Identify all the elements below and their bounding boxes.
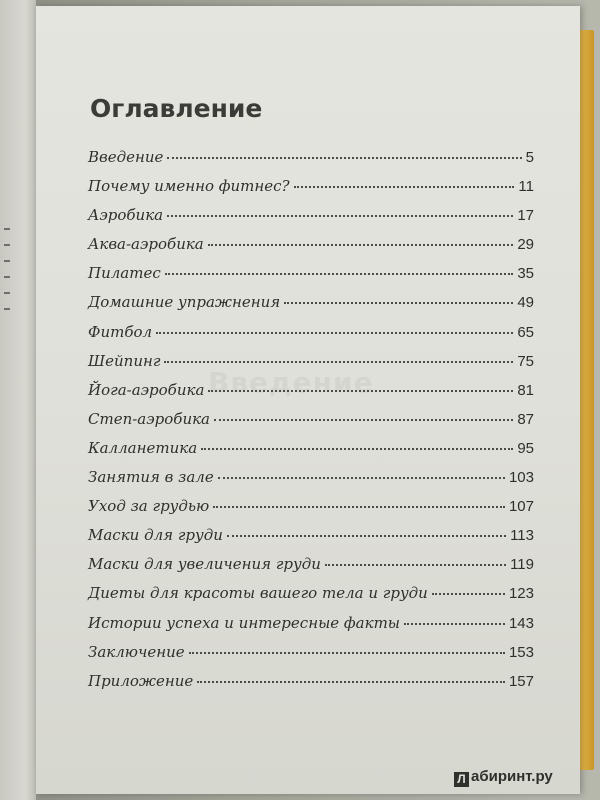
dot-leader [208, 390, 513, 392]
toc-entry [88, 177, 534, 206]
toc-entry [88, 584, 534, 613]
dot-leader [197, 681, 505, 683]
toc-entry [88, 352, 534, 381]
toc-entry-title: Уход за грудью [88, 497, 210, 516]
page-title: Оглавление [90, 94, 263, 123]
toc-entry [88, 293, 534, 322]
dot-leader [404, 623, 505, 625]
toc-entry-title: Домашние упражнения [88, 293, 281, 312]
dot-leader [294, 186, 515, 188]
toc-entry-page: 81 [517, 381, 534, 399]
dot-leader [164, 361, 513, 363]
dot-leader [214, 419, 513, 421]
toc-entry [88, 468, 534, 497]
toc-entry-page: 17 [517, 207, 534, 225]
dot-leader [167, 215, 513, 217]
toc-entry-page: 65 [517, 323, 534, 341]
dot-leader [165, 273, 514, 275]
toc-entry [88, 235, 534, 264]
toc-entry-page: 49 [517, 294, 534, 312]
toc-entry [88, 381, 534, 410]
toc-entry-title: Почему именно фитнес? [88, 177, 290, 196]
toc-entry [88, 614, 534, 643]
labirint-logo [454, 768, 553, 787]
toc-entry [88, 264, 534, 293]
toc-entry-page: 157 [508, 672, 534, 690]
toc-entry-title: Степ-аэробика [88, 409, 210, 428]
dot-leader [432, 593, 505, 595]
toc-entry-page: 29 [517, 236, 534, 254]
toc-entry-title: Истории успеха и интересные факты [88, 613, 401, 632]
toc-entry [88, 672, 534, 701]
book-page [36, 6, 580, 794]
dot-leader [156, 332, 513, 334]
toc-entry-title: Введение [88, 148, 164, 166]
toc-entry-title: Пилатес [88, 264, 161, 283]
toc-entry-page: 107 [508, 498, 534, 516]
toc-entry-title: Калланетика [88, 438, 198, 457]
toc-entry-page: 87 [517, 410, 534, 428]
dot-leader [227, 535, 506, 537]
toc-entry-page: 35 [517, 265, 534, 283]
logo-text: абиринт.ру [471, 768, 553, 785]
toc-entry-title: Маски для груди [88, 526, 223, 545]
toc-entry [88, 410, 534, 439]
toc-entry-title: Шейпинг [88, 351, 161, 370]
toc-entry-page: 113 [510, 527, 534, 545]
toc-entry [88, 148, 534, 177]
dot-leader [284, 302, 513, 304]
dot-leader [325, 564, 506, 566]
toc-entry-title: Диеты для красоты вашего тела и груди [88, 584, 428, 603]
toc-entry [88, 497, 534, 526]
toc-entry-page: 123 [508, 585, 534, 603]
toc-entry [88, 643, 534, 672]
table-of-contents [88, 148, 534, 701]
toc-entry-page: 143 [508, 614, 534, 632]
toc-entry-page: 11 [518, 178, 534, 196]
dot-leader [208, 244, 514, 246]
toc-entry-page: 95 [517, 439, 534, 457]
toc-entry-title: Занятия в зале [88, 468, 214, 487]
dot-leader [167, 157, 521, 159]
dot-leader [189, 652, 505, 654]
dot-leader [213, 506, 505, 508]
show-through-text: Введение [208, 366, 374, 399]
toc-entry-title: Фитбол [88, 322, 153, 341]
dot-leader [218, 477, 505, 479]
toc-entry-title: Маски для увеличения груди [88, 555, 321, 574]
toc-entry-title: Аква-аэробика [88, 235, 204, 254]
toc-entry-title: Приложение [88, 671, 194, 690]
toc-entry-page: 75 [517, 352, 534, 370]
logo-mark: Л [454, 772, 469, 787]
toc-entry-page: 103 [508, 469, 534, 487]
toc-entry-page: 119 [510, 556, 534, 574]
toc-entry [88, 439, 534, 468]
facing-page-edge [0, 0, 36, 800]
toc-entry-page: 153 [508, 643, 534, 661]
toc-entry-title: Йога-аэробика [88, 380, 205, 399]
toc-entry-title: Аэробика [88, 206, 164, 225]
toc-entry [88, 206, 534, 235]
toc-entry [88, 555, 534, 584]
toc-entry [88, 526, 534, 555]
toc-entry-title: Заключение [88, 642, 185, 661]
dot-leader [201, 448, 513, 450]
toc-entry-page: 5 [525, 149, 534, 166]
toc-entry [88, 323, 534, 352]
